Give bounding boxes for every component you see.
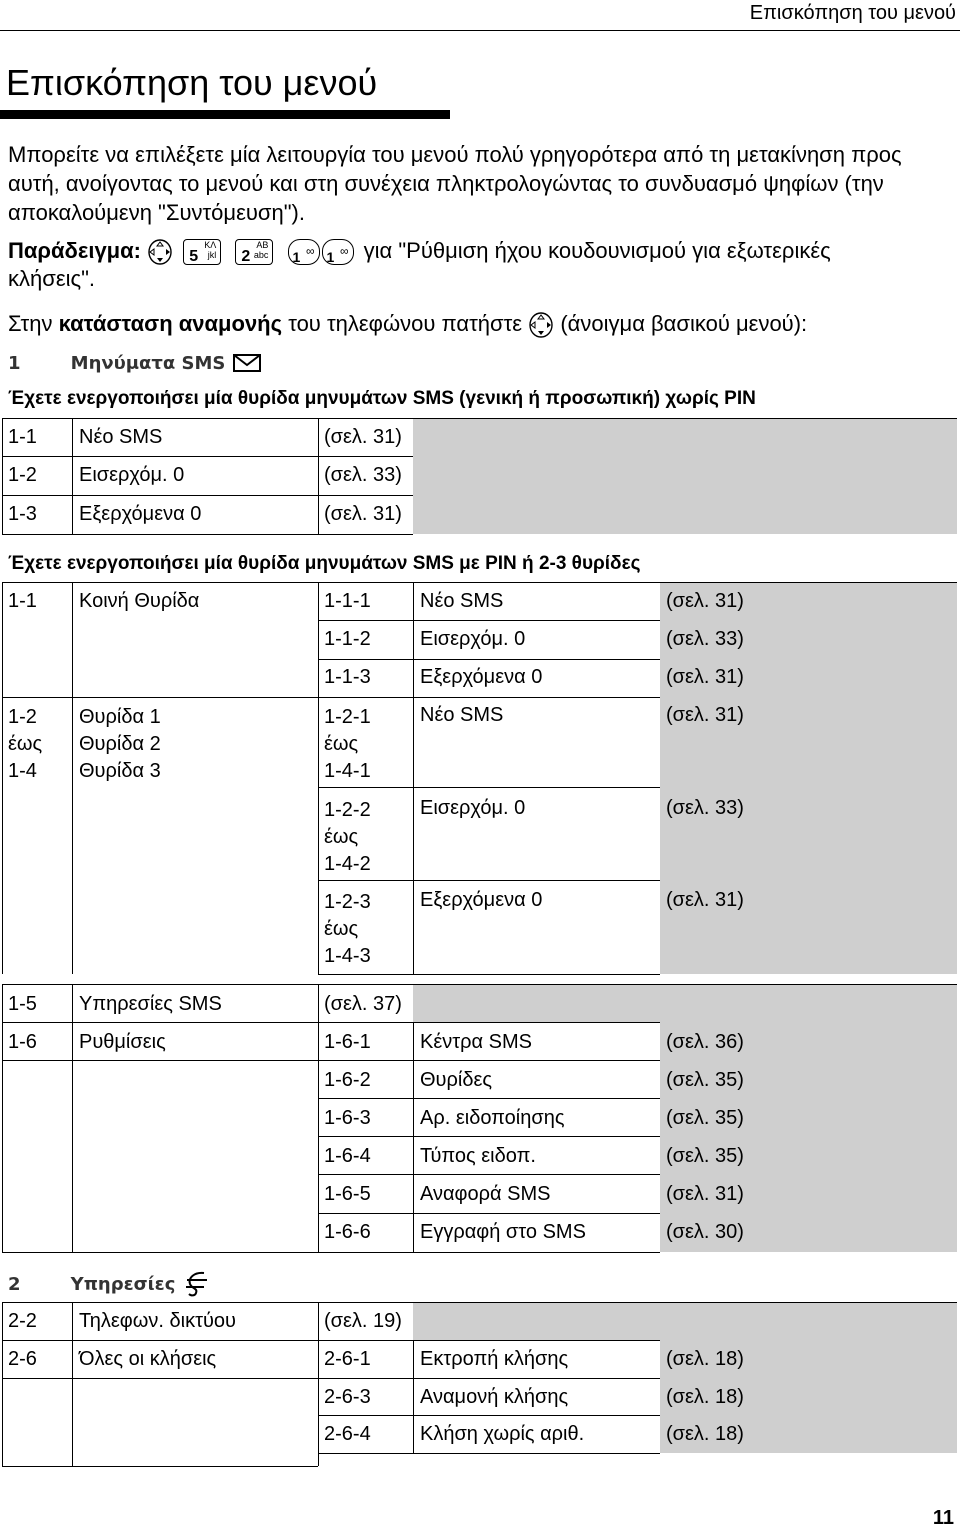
menu-item: Νέο SMS [79,426,163,448]
table-row: 1-6-6 [324,1221,371,1243]
page-ref: (σελ. 33) [324,464,402,486]
table-row: 1-2-2 έως 1-4-2 [324,799,371,875]
menu-item: Εξερχόμενα 0 [79,503,202,525]
standby-bold: κατάσταση αναμονής [58,311,283,336]
menu-code: 2-6-1 [324,1348,371,1370]
table-row: 1-6-3 [324,1107,371,1129]
table-row: 2-6-3 [324,1386,371,1408]
page-ref: (σελ. 36) [666,1031,744,1053]
section-1-heading: 1 Μηνύματα SMS [8,347,262,378]
example-text: για "Ρύθμιση ήχου κουδουνισμού για εξωτερικές [363,238,831,263]
table-row: 2-6-4 [324,1423,371,1445]
page-title: Επισκόπηση του μενού [6,62,378,103]
page-ref: (σελ. 31) [666,704,744,726]
menu-item: Θυρίδες [420,1069,493,1091]
key-1-icon: 1 ∞ [288,239,320,265]
menu-item: Εξερχόμενα 0 [420,666,543,688]
table-row: 2-2 [8,1310,37,1332]
subsection-a-heading: Έχετε ενεργοποιήσει μία θυρίδα μηνυμάτων SMS (γενική ή προσωπική) χωρίς PIN [8,388,756,409]
table-row: 1-6-5 [324,1183,371,1205]
table-row: 1-1-3 [324,666,371,688]
nav-key-icon [147,238,173,266]
grey-area-c1 [413,984,957,1022]
page-ref: (σελ. 30) [666,1221,744,1243]
example-label: Παράδειγμα: [8,238,141,263]
nav-key-icon [528,311,554,339]
menu-item: Εκτροπή κλήσης [420,1348,569,1370]
menu-item: Εισερχόμ. 0 [79,464,185,486]
menu-item: Κέντρα SMS [420,1031,532,1053]
grey-area-c2 [660,1022,957,1252]
menu-item: Θυρίδα 1 Θυρίδα 2 Θυρίδα 3 [79,706,161,782]
table-row: 1-2 έως 1-4 [8,706,43,782]
menu-item: Αναφορά SMS [420,1183,551,1205]
menu-item: Όλες οι κλήσεις [79,1348,217,1370]
table-row: 1-1 [8,426,37,448]
menu-item: Υπηρεσίες SMS [79,993,222,1015]
intro-paragraph: Μπορείτε να επιλέξετε μία λειτουργία του μενού πολύ γρηγορότερα από τη μετακίνηση προς αυτή, ανοίγοντας το μενού και στη συνέχεια πληκτρολογώντας το συνδυασμό ψηφίων (την αποκαλούμενη "Συντόμευση"). [8,142,902,225]
table-row: 1-5 [8,993,37,1015]
services-icon [182,1270,212,1298]
section-1-label: Μηνύματα SMS [70,353,226,374]
page-ref: (σελ. 18) [666,1348,744,1370]
key-1-icon: 1 ∞ [322,239,354,265]
table-row: 1-1-2 [324,628,371,650]
grey-area-a [413,418,957,534]
menu-item: Τύπος ειδοπ. [420,1145,536,1167]
menu-item: Ρυθμίσεις [79,1031,166,1053]
running-header: Επισκόπηση του μενού [749,2,956,24]
table-row: 1-6 [8,1031,37,1053]
menu-item: Αρ. ειδοποίησης [420,1107,565,1129]
page-ref: (σελ. 31) [666,666,744,688]
menu-code: 1-6-1 [324,1031,371,1053]
page-ref: (σελ. 37) [324,993,402,1015]
table-row: 1-2-3 έως 1-4-3 [324,891,371,967]
table-row: 1-6-4 [324,1145,371,1167]
section-2-heading: 2 Υπηρεσίες [8,1268,212,1299]
menu-item: Κλήση χωρίς αριθ. [420,1423,585,1445]
title-bar [0,110,450,119]
page-ref: (σελ. 31) [324,503,402,525]
page-ref: (σελ. 19) [324,1310,402,1332]
menu-item: Κοινή Θυρίδα [79,590,200,612]
page-ref: (σελ. 33) [666,797,744,819]
table-row: 1-6-2 [324,1069,371,1091]
page-ref: (σελ. 35) [666,1069,744,1091]
page-ref: (σελ. 31) [666,889,744,911]
menu-item: Νέο SMS [420,590,504,612]
page-number: 11 [932,1507,954,1529]
subsection-b-heading: Έχετε ενεργοποιήσει μία θυρίδα μηνυμάτων SMS με PIN ή 2-3 θυρίδες [8,553,641,574]
table-row: 1-3 [8,503,37,525]
menu-item: Τηλεφων. δικτύου [79,1310,236,1332]
page-ref: (σελ. 18) [666,1423,744,1445]
menu-code: 1-2-1 έως 1-4-1 [324,706,371,782]
section-2-label: Υπηρεσίες [70,1274,176,1295]
example-text-cont: κλήσεις". [8,266,96,291]
menu-item: Εγγραφή στο SMS [420,1221,586,1243]
menu-item: Νέο SMS [420,704,504,726]
table-row: 1-2 [8,464,37,486]
standby-line: Στην κατάσταση αναμονής του τηλεφώνου πατήστε (άνοιγμα βασικού μενού): [8,309,807,339]
page-ref: (σελ. 31) [666,1183,744,1205]
table-row: 1-1 [8,590,37,612]
example-line [8,236,831,266]
page-ref: (σελ. 35) [666,1145,744,1167]
envelope-icon [232,352,262,374]
page-ref: (σελ. 31) [324,426,402,448]
menu-item: Εισερχόμ. 0 [420,797,526,819]
page-ref: (σελ. 18) [666,1386,744,1408]
menu-item: Εξερχόμενα 0 [420,889,543,911]
table-row: 2-6 [8,1348,37,1370]
page-ref: (σελ. 35) [666,1107,744,1129]
grey-area-d1 [413,1302,957,1340]
header-rule [0,30,960,31]
key-2-icon: 2 AB abc [235,239,273,265]
page-ref: (σελ. 31) [666,590,744,612]
menu-item: Αναμονή κλήσης [420,1386,569,1408]
menu-code: 1-1-1 [324,590,371,612]
page-ref: (σελ. 33) [666,628,744,650]
menu-item: Εισερχόμ. 0 [420,628,526,650]
key-5-icon: 5 ΚΛ jkl [183,239,221,265]
